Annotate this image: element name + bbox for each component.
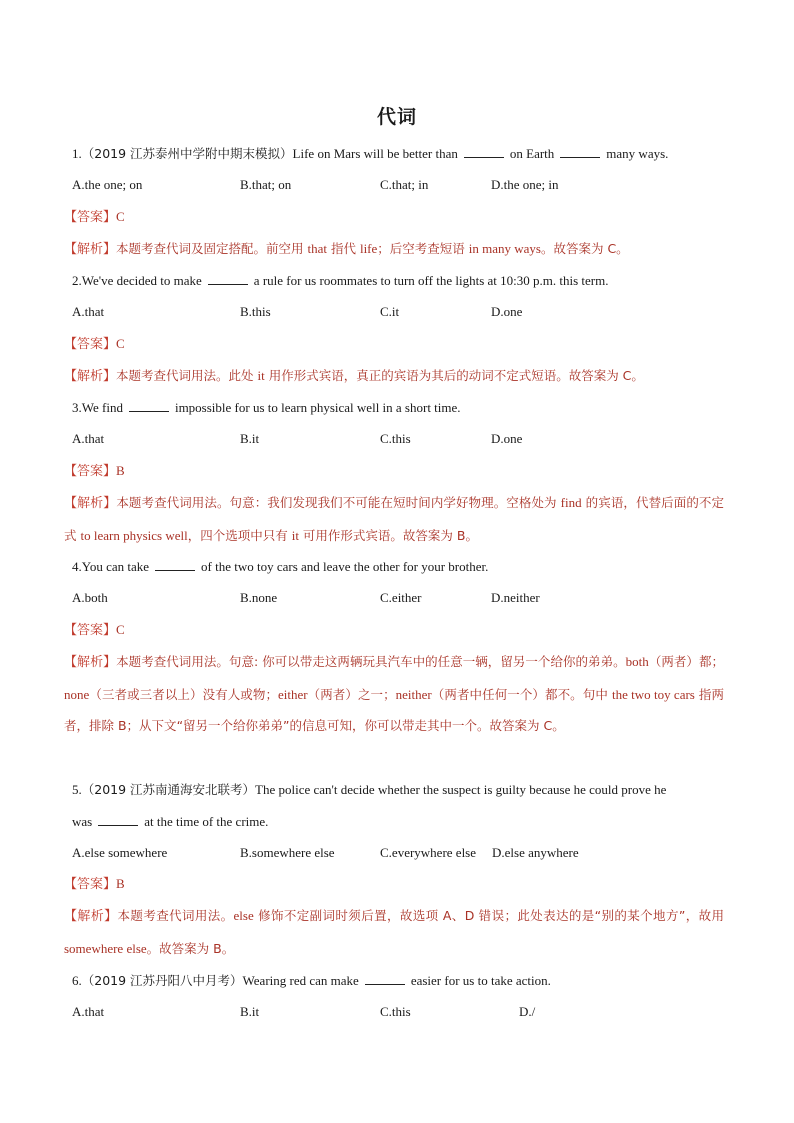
option-b: B.this: [240, 304, 271, 319]
answer-blank: [560, 146, 600, 158]
option-d: D.one: [491, 304, 523, 319]
question-1-stem: 1.（2019 江苏泰州中学附中期末模拟）Life on Mars will be better than on Earth many ways.: [72, 146, 669, 161]
question-3-options: [72, 431, 724, 447]
question-5-stem: 5.（2019 江苏南通海安北联考）The police can't decide whether the suspect is guilty because he could prove he: [72, 782, 667, 797]
question-6-options: [72, 1004, 724, 1020]
option-c: C.it: [380, 304, 400, 319]
answer-blank: [365, 973, 405, 985]
option-c: C.that; in: [380, 177, 429, 192]
question-4-answer: 【答案】C: [64, 622, 125, 638]
option-b: B.none: [240, 590, 278, 605]
option-b: B.somewhere else: [240, 845, 335, 860]
answer-blank: [208, 273, 248, 285]
option-c: C.everywhere else: [380, 845, 477, 860]
option-b: B.that; on: [240, 177, 292, 192]
option-d: D.neither: [491, 590, 540, 605]
option-a: A.that: [72, 304, 105, 319]
option-d: D.else anywhere: [492, 845, 579, 860]
option-a: A.that: [72, 431, 105, 446]
question-1-answer: 【答案】C: [64, 209, 125, 225]
question-2-stem: 2.We've decided to make a rule for us roommates to turn off the lights at 10:30 p.m. this term.: [72, 273, 609, 288]
question-5-explanation: 【解析】本题考查代词用法。else 修饰不定副词时须后置，故选项 A、D 错误；此处表达的是“别的某个地方”，故用 somewhere else。故答案为 B。: [64, 908, 724, 956]
question-3-explanation: 【解析】本题考查代词用法。句意：我们发现我们不可能在短时间内学好物理。空格处为 find 的宾语，代替后面的不定式 to learn physics well，四个选项中只有 it 可用作形式宾语。故答案为 B。: [64, 495, 724, 543]
option-a: A.the one; on: [72, 177, 143, 192]
question-4-options: [72, 590, 724, 606]
option-c: C.this: [380, 1004, 411, 1019]
question-5-answer: 【答案】B: [64, 876, 125, 892]
answer-blank: [464, 146, 504, 158]
option-a: A.else somewhere: [72, 845, 168, 860]
question-4-explanation: 【解析】本题考查代词用法。句意: 你可以带走这两辆玩具汽车中的任意一辆，留另一个给你的弟弟。both（两者）都；none（三者或三者以上）没有人或物；either（两者）之一；neither（两者中任何一个）都不。句中 the two toy cars 指两者，排除 B；从下文“留另一个给你弟弟”的信息可知，你可以带走其中一个。故答案为 C。: [64, 654, 724, 733]
option-b: B.it: [240, 431, 260, 446]
option-a: A.that: [72, 1004, 105, 1019]
question-2-answer: 【答案】C: [64, 336, 125, 352]
option-c: C.this: [380, 431, 411, 446]
question-3-answer: 【答案】B: [64, 463, 125, 479]
question-4-stem: 4.You can take of the two toy cars and leave the other for your brother.: [72, 559, 489, 574]
option-d: D.the one; in: [491, 177, 559, 192]
option-c: C.either: [380, 590, 422, 605]
option-d: D.one: [491, 431, 523, 446]
option-b: B.it: [240, 1004, 260, 1019]
answer-blank: [129, 400, 169, 412]
question-2-explanation: 【解析】本题考查代词用法。此处 it 用作形式宾语，真正的宾语为其后的动词不定式短语。故答案为 C。: [64, 368, 644, 384]
question-5-options: [72, 845, 724, 861]
answer-blank: [98, 814, 138, 826]
question-3-stem: 3.We find impossible for us to learn physical well in a short time.: [72, 400, 461, 415]
question-2-options: [72, 304, 724, 320]
question-1-explanation: 【解析】本题考查代词及固定搭配。前空用 that 指代 life；后空考查短语 in many ways。故答案为 C。: [64, 241, 629, 257]
page-title: 代词: [376, 106, 417, 128]
option-a: A.both: [72, 590, 108, 605]
question-1-options: [72, 177, 724, 193]
question-6-stem: 6.（2019 江苏丹阳八中月考）Wearing red can make easier for us to take action.: [72, 973, 551, 988]
option-d: D./: [519, 1004, 536, 1019]
question-5-stem-continued: was at the time of the crime.: [72, 814, 269, 829]
answer-blank: [155, 559, 195, 571]
